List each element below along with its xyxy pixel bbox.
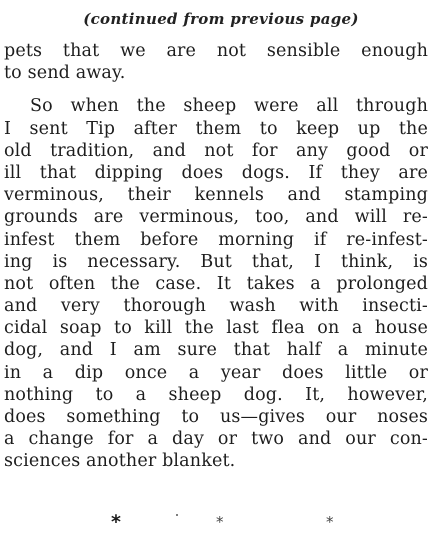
paragraph-gap	[4, 84, 428, 95]
text-line: infest them before morning if re-infest-	[4, 229, 428, 250]
text-line: and very thorough wash with insecti-	[4, 296, 428, 317]
separator-asterisk: *	[216, 513, 224, 531]
paragraph-2	[4, 95, 428, 472]
text-line: in a dip once a year does little or	[4, 362, 428, 383]
paragraph-1	[4, 40, 428, 84]
text-line: pets that we are not sensible enough	[4, 41, 428, 61]
text-line: dog, and I am sure that half a minute	[4, 340, 428, 361]
continued-note: (continued from previous page)	[83, 10, 359, 28]
text-line: grounds are verminous, too, and will re-	[4, 207, 428, 228]
text-line: a change for a day or two and our con-	[4, 429, 428, 450]
text-line: does something to us—gives our noses	[4, 407, 428, 427]
text-line: nothing to a sheep dog. It, however,	[4, 384, 428, 405]
text-line: sciences another blanket.	[4, 451, 236, 472]
text-line: old tradition, and not for any good or	[4, 140, 428, 161]
text-line: So when the sheep were all through	[30, 96, 428, 117]
print-speck	[176, 514, 178, 516]
text-line: ill that dipping does dogs. If they are	[4, 162, 428, 183]
text-line: verminous, their kennels and stamping	[4, 185, 428, 206]
separator-asterisk: *	[111, 511, 121, 533]
text-line: ing is necessary. But that, I think, is	[4, 251, 428, 272]
text-line: cidal soap to kill the last flea on a house	[4, 318, 428, 339]
section-separator	[0, 510, 442, 534]
separator-asterisk: *	[326, 513, 334, 531]
text-line: to send away.	[4, 63, 126, 84]
text-line: not often the case. It takes a prolonged	[4, 273, 428, 294]
text-line: I sent Tip after them to keep up the	[4, 118, 428, 139]
article-body	[4, 40, 428, 473]
